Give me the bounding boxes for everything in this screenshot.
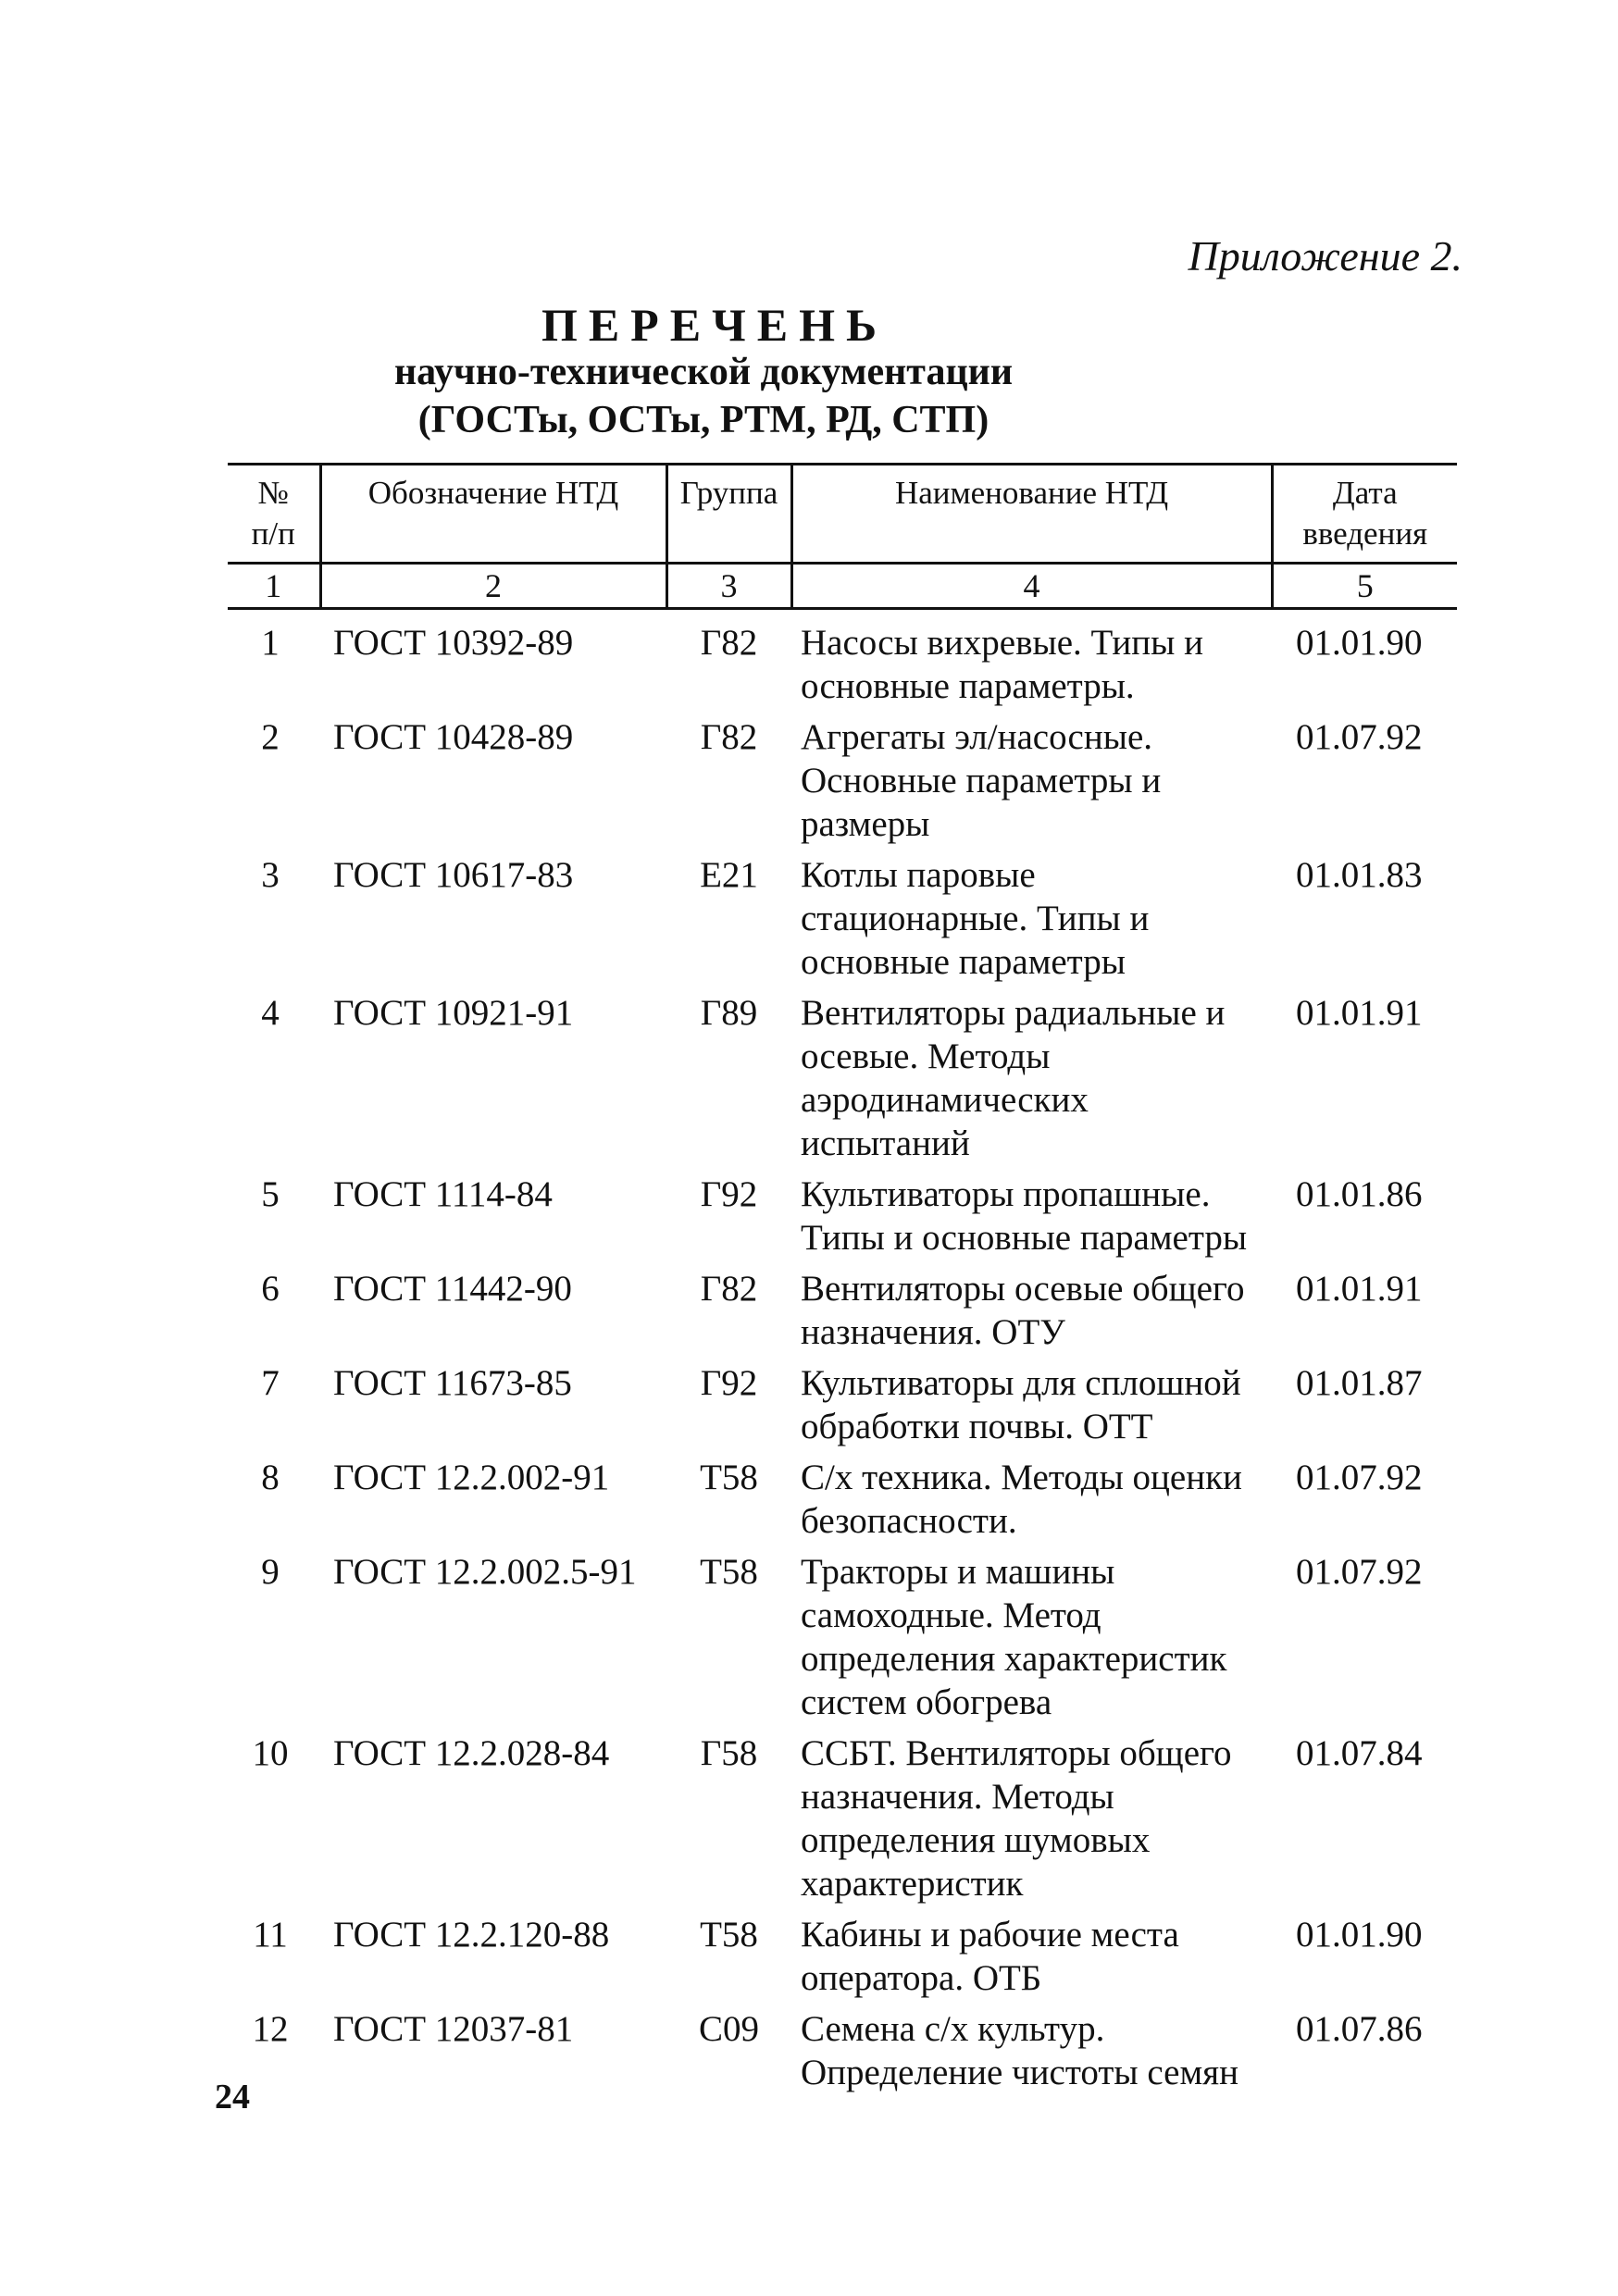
row-number: 11	[253, 1915, 288, 1955]
row-date: 01.01.90	[1296, 1915, 1423, 1955]
row-date: 01.07.84	[1296, 1733, 1423, 1773]
column-number: 4	[791, 564, 1272, 609]
table-header-row	[228, 465, 1457, 564]
row-designation: ГОСТ 1114-84	[333, 1174, 553, 1214]
row-group: Т58	[700, 1458, 758, 1497]
header-date	[1272, 465, 1457, 564]
table-body	[228, 609, 1457, 2103]
table-row	[228, 2007, 1457, 2102]
document-title: ПЕРЕЧЕНЬ	[541, 299, 889, 351]
row-name: С/х техника. Методы оценки безопасности.	[801, 1458, 1242, 1541]
table-row	[228, 1913, 1457, 2007]
column-number-row	[228, 564, 1457, 609]
table-row	[228, 609, 1457, 716]
row-name: Культиваторы пропашные. Типы и основные параметры	[801, 1174, 1248, 1258]
table-row	[228, 1267, 1457, 1361]
table-row	[228, 1173, 1457, 1267]
header-number-line2: п/п	[251, 515, 295, 552]
row-date: 01.07.92	[1296, 1458, 1423, 1497]
row-name: ССБТ. Вентиляторы общего назначения. Методы определения шумовых характеристик	[801, 1733, 1232, 1904]
row-designation: ГОСТ 12.2.002.5-91	[333, 1552, 637, 1592]
row-group: Г89	[700, 993, 758, 1033]
appendix-label: Приложение 2.	[1188, 232, 1462, 279]
header-name: Наименование НТД	[791, 465, 1272, 564]
document-subtitle-2: (ГОСТы, ОСТы, РТМ, РД, СТП)	[417, 399, 989, 441]
table-row	[228, 991, 1457, 1173]
table-row	[228, 853, 1457, 991]
row-name: Насосы вихревые. Типы и основные параметры.	[801, 623, 1203, 706]
page-number: 24	[215, 2078, 250, 2116]
row-date: 01.01.87	[1296, 1363, 1423, 1403]
row-group: Г82	[700, 717, 758, 757]
row-name: Вентиляторы осевые общего назначения. ОТУ	[801, 1269, 1245, 1352]
row-group: С09	[698, 2009, 759, 2049]
header-date-line2: введения	[1302, 515, 1428, 552]
row-designation: ГОСТ 11673-85	[333, 1363, 572, 1403]
row-number: 10	[252, 1733, 289, 1773]
row-group: Т58	[700, 1552, 758, 1592]
row-designation: ГОСТ 12037-81	[333, 2009, 574, 2049]
column-number: 1	[228, 564, 320, 609]
row-number: 9	[261, 1552, 280, 1592]
row-designation: ГОСТ 10428-89	[333, 717, 574, 757]
row-name: Агрегаты эл/насосные. Основные параметры и размеры	[801, 717, 1162, 844]
header-group: Группа	[666, 465, 791, 564]
table-row	[228, 1456, 1457, 1550]
row-number: 6	[261, 1269, 280, 1309]
row-group: Г92	[700, 1363, 758, 1403]
column-number: 2	[320, 564, 666, 609]
row-designation: ГОСТ 10392-89	[333, 623, 574, 663]
row-number: 12	[252, 2009, 289, 2049]
row-name: Котлы паровые стационарные. Типы и основные параметры	[801, 855, 1150, 982]
row-group: Г58	[700, 1733, 758, 1773]
table-row	[228, 1361, 1457, 1456]
table-row	[228, 715, 1457, 853]
document-subtitle-1: научно-технической документации	[393, 351, 1014, 393]
row-designation: ГОСТ 12.2.028-84	[333, 1733, 610, 1773]
row-number: 2	[261, 717, 280, 757]
header-number	[228, 465, 320, 564]
row-date: 01.01.90	[1296, 623, 1423, 663]
column-number: 3	[666, 564, 791, 609]
row-name: Кабины и рабочие места оператора. ОТБ	[801, 1915, 1179, 1998]
row-group: Г92	[700, 1174, 758, 1214]
row-designation: ГОСТ 11442-90	[333, 1269, 572, 1309]
row-designation: ГОСТ 10617-83	[333, 855, 574, 895]
row-number: 7	[261, 1363, 280, 1403]
standards-table	[228, 463, 1457, 2102]
row-date: 01.07.92	[1296, 1552, 1423, 1592]
header-number-line1: №	[257, 475, 289, 511]
row-name: Культиваторы для сплошной обработки почвы. ОТТ	[801, 1363, 1241, 1446]
row-group: Т58	[700, 1915, 758, 1955]
row-name: Семена с/х культур. Определение чистоты семян	[801, 2009, 1238, 2092]
row-date: 01.01.86	[1296, 1174, 1423, 1214]
column-number: 5	[1272, 564, 1457, 609]
row-designation: ГОСТ 12.2.120-88	[333, 1915, 610, 1955]
row-number: 1	[261, 623, 280, 663]
row-number: 3	[261, 855, 280, 895]
row-number: 5	[261, 1174, 280, 1214]
table-row	[228, 1550, 1457, 1731]
row-name: Вентиляторы радиальные и осевые. Методы аэродинамических испытаний	[801, 993, 1226, 1163]
row-date: 01.07.86	[1296, 2009, 1423, 2049]
header-designation: Обозначение НТД	[320, 465, 666, 564]
row-designation: ГОСТ 10921-91	[333, 993, 574, 1033]
row-group: Г82	[700, 1269, 758, 1309]
row-number: 4	[261, 993, 280, 1033]
row-number: 8	[261, 1458, 280, 1497]
row-date: 01.01.83	[1296, 855, 1423, 895]
row-group: Е21	[700, 855, 758, 895]
row-date: 01.01.91	[1296, 1269, 1423, 1309]
row-date: 01.07.92	[1296, 717, 1423, 757]
row-designation: ГОСТ 12.2.002-91	[333, 1458, 610, 1497]
header-date-line1: Дата	[1332, 475, 1398, 511]
table-row	[228, 1731, 1457, 1913]
row-group: Г82	[700, 623, 758, 663]
row-name: Тракторы и машины самоходные. Метод определения характеристик систем обогрева	[801, 1552, 1227, 1722]
row-date: 01.01.91	[1296, 993, 1423, 1033]
